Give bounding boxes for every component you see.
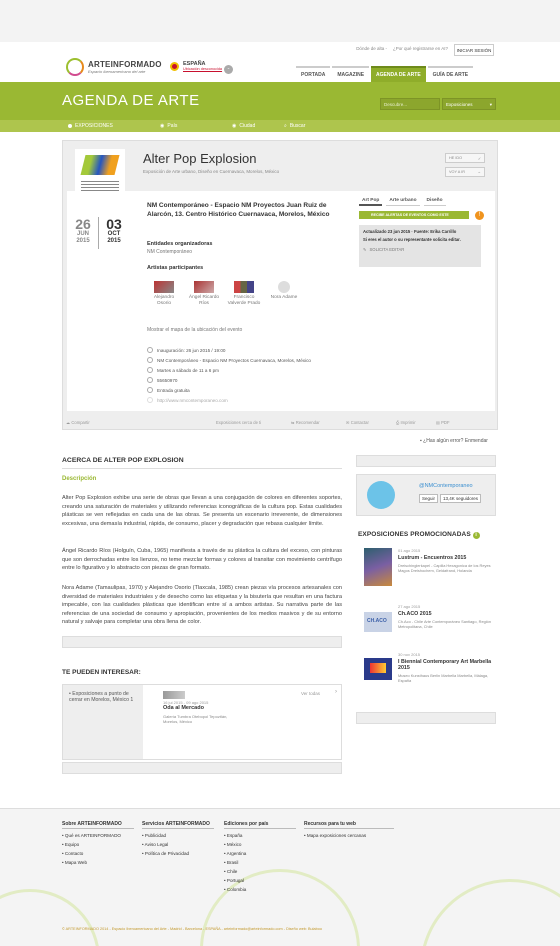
footer-col-about xyxy=(62,821,134,867)
follow-button[interactable]: Seguir xyxy=(419,494,438,503)
sub-nav xyxy=(0,120,560,132)
read-more-bar[interactable] xyxy=(62,636,342,648)
been-label: HE IDO xyxy=(449,156,463,160)
footer-heading: Sobre ARTEINFORMADO xyxy=(62,821,134,829)
footer-link-label: Política de Privacidad xyxy=(144,851,190,856)
util-link-why[interactable]: ¿Por qué registrarse en AI? xyxy=(392,46,448,51)
promo-title: I Biennial Contemporary Art Marbella 2015 xyxy=(398,659,492,671)
recommend-icon: ⇆ xyxy=(291,420,296,425)
search-scope-select[interactable] xyxy=(442,98,496,110)
bullet-icon: • xyxy=(69,691,73,697)
request-edit-link[interactable] xyxy=(363,247,477,253)
country-selector[interactable] xyxy=(170,61,222,71)
artist-name: Francisco Valverde Prado xyxy=(227,295,261,306)
recommend-bar xyxy=(62,762,342,774)
artist-thumb xyxy=(194,281,214,293)
promo-item[interactable] xyxy=(364,604,494,644)
event-title: Alter Pop Explosion xyxy=(143,151,257,166)
footer-link-label: México xyxy=(226,842,242,847)
event-details xyxy=(67,191,495,411)
footer-link[interactable]: • México xyxy=(224,842,242,847)
footer-col-editions xyxy=(224,821,296,894)
location-unknown-link[interactable]: Ubicación desconocida xyxy=(183,67,223,71)
info-web[interactable] xyxy=(147,395,311,405)
venue-address[interactable]: NM Contemporáneo - Espacio NM Proyectos Juan Ruiz de Alarcón, 13. Centro Histórico Cuernavaca, Morelos, México xyxy=(147,202,330,218)
mail-icon: ✉ xyxy=(346,420,351,425)
about-heading: ACERCA DE ALTER POP EXPLOSION xyxy=(62,457,184,464)
action-label: Recomendar xyxy=(295,420,320,425)
chevron-down-icon: ▾ xyxy=(489,102,492,107)
footer-link[interactable]: • Equipo xyxy=(62,842,80,847)
event-dates xyxy=(71,217,126,249)
bullet-icon xyxy=(68,124,72,128)
info-icon[interactable]: ! xyxy=(475,211,484,220)
arrow-icon: → xyxy=(477,170,481,174)
promo-heading xyxy=(358,531,480,539)
country-name: ESPAÑA xyxy=(183,61,206,67)
logo-icon xyxy=(66,58,84,76)
artist-item[interactable] xyxy=(227,281,261,306)
pencil-icon: ✎ xyxy=(363,247,367,252)
footer-heading: Servicios ARTEINFORMADO xyxy=(142,821,214,829)
organizers-heading: Entidades organizadoras xyxy=(147,241,213,247)
country-toggle-button[interactable]: - xyxy=(224,65,233,74)
artist-thumb xyxy=(234,281,254,293)
edit-label: SOLICITA EDITAR xyxy=(369,247,405,252)
footer-link[interactable]: • Colombia xyxy=(224,887,247,892)
phone-icon xyxy=(147,377,153,383)
footer-link-label: Qué es ARTEINFORMADO xyxy=(64,833,121,838)
clock-icon xyxy=(147,347,153,353)
footer-link[interactable]: • Portugal xyxy=(224,878,245,883)
user-placeholder-icon xyxy=(278,281,290,293)
logo-name: ARTEINFORMADO xyxy=(88,60,162,69)
logo-tagline: Espacio iberoamericano del arte xyxy=(88,69,146,74)
footer-link-label: Equipo xyxy=(64,842,80,847)
util-links xyxy=(356,46,448,51)
promo-item[interactable] xyxy=(364,548,494,588)
info-hours xyxy=(147,365,311,375)
update-box xyxy=(359,225,481,267)
nav-magazine[interactable]: MAGAZINE xyxy=(332,66,369,82)
share-icon: ☁ xyxy=(66,420,72,425)
footer-col-services xyxy=(142,821,214,858)
artist-thumb xyxy=(154,281,174,293)
util-link-signup[interactable]: Dónde de alta - xyxy=(356,46,387,51)
decorative-swirl xyxy=(420,879,560,946)
spain-flag-icon xyxy=(170,62,179,71)
footer-link-label: Chile xyxy=(226,869,238,874)
ticket-icon xyxy=(147,387,153,393)
footer-link-label: Contacto xyxy=(64,851,84,856)
subnav-label: País xyxy=(167,123,178,129)
pdf-icon: ▤ xyxy=(436,420,442,425)
tag-diseno[interactable]: Diseño xyxy=(424,197,446,206)
promo-date: 27 ago 2015 xyxy=(398,604,421,609)
pin-icon: ◉ xyxy=(160,123,165,129)
recommend-box xyxy=(62,684,342,760)
event-actions xyxy=(66,420,492,425)
action-label: Imprimir xyxy=(400,420,416,425)
info-text: Entrada gratuita xyxy=(157,387,190,393)
recommend-item[interactable] xyxy=(163,691,303,724)
will-go-label: VOY A IR xyxy=(449,170,465,174)
recommend-heading: TE PUEDEN INTERESAR: xyxy=(62,669,141,676)
footer-link-label: Brasil xyxy=(226,860,239,865)
check-icon: ✓ xyxy=(477,156,481,161)
info-price xyxy=(147,385,311,395)
promo-title: EXPOSICIONES PROMOCIONADAS xyxy=(358,531,471,538)
info-icon: i xyxy=(473,532,480,539)
subnav-label: Ciudad xyxy=(239,123,256,129)
footer-link[interactable]: • Publicidad xyxy=(142,833,167,838)
comment-icon: ▪ xyxy=(420,438,424,444)
calendar-icon xyxy=(147,367,153,373)
footer-link-label: Mapa Web xyxy=(64,860,88,865)
sidebar-bar xyxy=(356,712,496,724)
recommend-button[interactable] xyxy=(291,420,346,425)
footer-link-label: Argentina xyxy=(226,851,247,856)
recommend-item-label: Exposiciones a punto de cerrar en Morelos, México 1 xyxy=(69,691,134,703)
tag-art-pop[interactable]: Art Pop xyxy=(359,197,382,206)
artist-name: Ángel Ricardo Ríos xyxy=(188,295,220,306)
footer-link[interactable]: • Argentina xyxy=(224,851,247,856)
twitter-handle[interactable]: @NMContemporaneo xyxy=(419,483,473,489)
error-text: ¿Has algún error? Enmendar xyxy=(423,438,488,444)
print-button[interactable] xyxy=(396,420,436,425)
start-day: 26 xyxy=(75,216,91,232)
end-day: 03 xyxy=(106,216,122,232)
footer-link[interactable]: • Aviso Legal xyxy=(142,842,169,847)
action-label: Compartir xyxy=(71,420,90,425)
artist-name: Nora Adame xyxy=(270,295,298,300)
show-map-link[interactable]: Mostrar el mapa de la ubicación del evento xyxy=(147,327,243,333)
been-button[interactable] xyxy=(445,153,485,163)
subnav-pais[interactable] xyxy=(160,123,177,129)
section-header xyxy=(0,82,560,120)
subnav-exposiciones[interactable] xyxy=(68,123,113,129)
start-date xyxy=(71,217,95,249)
promo-location: Ch.Aco - Chile Arte Contemporáneo Santiago, Región Metropolitana, Chile xyxy=(398,619,491,629)
sidebar-bar xyxy=(356,455,496,467)
description-heading: Descripción xyxy=(62,476,97,482)
footer-link-label: Aviso Legal xyxy=(144,842,169,847)
event-info xyxy=(147,345,311,405)
end-date xyxy=(102,217,126,249)
artist-item[interactable] xyxy=(187,281,221,306)
subnav-label: EXPOSICIONES xyxy=(75,123,113,129)
alerts-button[interactable]: RECIBE ALERTAS DE EVENTOS COMO ESTE xyxy=(359,211,469,219)
start-year: 2015 xyxy=(76,238,90,244)
will-go-button[interactable] xyxy=(445,167,485,177)
nav-agenda[interactable]: AGENDA DE ARTE xyxy=(371,66,426,82)
info-text: NM Contemporáneo - Espacio NM Proyectos Cuernavaca, Morelos, México xyxy=(157,357,311,363)
artist-item[interactable] xyxy=(267,281,301,306)
footer-link[interactable]: • España xyxy=(224,833,243,838)
start-month: JUN xyxy=(76,231,89,237)
tag-arte-urbano[interactable]: Arte urbano xyxy=(386,197,419,206)
promo-image xyxy=(364,548,392,586)
footer-col-resources xyxy=(304,821,394,840)
subnav-buscar[interactable] xyxy=(284,123,305,129)
recommend-thumb xyxy=(163,691,185,699)
twitter-follow xyxy=(419,494,481,503)
copyright: © ARTEINFORMADO 2014 - Espacio Iberoamericano del Arte - Madrid - Barcelona - ESPAÑA - arteinformado@arteinformado.com - Diseño web: Bulaboo xyxy=(62,927,322,931)
footer-link-label: Portugal xyxy=(226,878,245,883)
globe-icon xyxy=(147,397,153,403)
recommend-date: 16 jul 2015 - 09 ago 2015 xyxy=(163,700,209,705)
footer-link[interactable]: • Mapa exposiciones cercanas xyxy=(304,833,367,838)
promo-title: Ch.ACO 2015 xyxy=(398,611,432,617)
share-button[interactable] xyxy=(66,420,216,425)
footer xyxy=(0,808,560,946)
footer-link-label: Publicidad xyxy=(144,833,167,838)
search-scope-label: Exposiciones xyxy=(446,102,473,107)
footer-link-label: España xyxy=(226,833,243,838)
chevron-right-icon[interactable]: › xyxy=(335,689,337,695)
event-poster[interactable] xyxy=(75,149,125,195)
search-input[interactable]: Descubre... xyxy=(380,98,440,110)
nav-guia[interactable]: GUÍA DE ARTE xyxy=(428,66,473,82)
footer-heading: Recursos para tu web xyxy=(304,821,394,829)
info-text: Inauguración: 26 jun 2015 / 19:00 xyxy=(157,347,226,353)
recommend-item-list[interactable] xyxy=(63,685,143,759)
footer-link-label: Mapa exposiciones cercanas xyxy=(306,833,367,838)
subnav-ciudad[interactable] xyxy=(232,123,255,129)
action-label: Contactar xyxy=(350,420,369,425)
end-month: OCT xyxy=(107,231,121,237)
promo-item[interactable] xyxy=(364,652,494,692)
divider xyxy=(62,468,342,469)
search-icon: ⌕ xyxy=(284,123,287,129)
organizer-link[interactable]: NM Contemporáneo xyxy=(147,249,193,255)
owner-text: Si eres el autor o su representante solicita editar. xyxy=(363,237,461,242)
footer-link[interactable]: • Política de Privacidad xyxy=(142,851,190,856)
description-p3: Nora Adame (Tamaulipas, 1970) y Alejandro Osorio (Tlaxcala, 1985) crean piezas vía procesos artesanales con diversidad de materiales industriales y de desecho como las etiquetas y la bisutería que resultan en una factura impecable, con las cualidades plásticas que identifican entre sí a ambos artistas. Su narrativa parte de las referencias de una sociedad de consumo y apropiación, provenientes de los medios masivos y de su entorno natural y salvaje para completar una obra llena de color. xyxy=(62,585,342,625)
follower-count: 13,4K seguidores xyxy=(440,494,481,503)
footer-link[interactable]: • Contacto xyxy=(62,851,84,856)
description-p2: Ángel Ricardo Ríos (Holguín, Cuba, 1965) manifiesta a través de su plástica la cultura del exceso, con pinturas que son derrochadas entre los lienzos, no teme mezclar formas y colores al transitar con movimiento centrífugo entre lo figurativo y lo abstracto con piezas de gran formato. xyxy=(62,548,342,571)
poster-artwork xyxy=(81,155,120,175)
poster-text xyxy=(81,179,119,191)
promo-title: Lustrum - Encuentros 2015 xyxy=(398,555,467,561)
artist-item[interactable] xyxy=(147,281,181,306)
event-card xyxy=(62,140,498,430)
contact-button[interactable] xyxy=(346,420,396,425)
promo-location: Dreischinglerkapel - Capilla Hexagonica de los Reyes Magos Dreishochem, Geldafrand, Holanda xyxy=(398,563,491,573)
updated-text: Actualizado 23 jun 2015 · Fuente: Erika Carrillo xyxy=(363,229,457,234)
login-button[interactable]: INICIAR SESIÓN xyxy=(454,44,494,56)
footer-link-label: Colombia xyxy=(226,887,247,892)
footer-link[interactable]: • Chile xyxy=(224,869,238,874)
promo-date: 30 nov 2015 xyxy=(398,652,421,657)
twitter-widget xyxy=(356,474,496,516)
print-icon: ⎙ xyxy=(396,420,401,425)
recommend-location: Galería Tumbra Otebopol Tepoztlán, Morelos, México xyxy=(163,714,228,724)
pin-icon: ◉ xyxy=(232,123,237,129)
tag-tabs xyxy=(359,197,446,206)
logo[interactable] xyxy=(66,58,162,76)
twitter-bird-icon xyxy=(367,481,395,509)
nearby-button[interactable]: Exposiciones cerca de ti xyxy=(216,420,262,425)
top-background xyxy=(0,0,560,42)
nav-portada[interactable]: PORTADA xyxy=(296,66,330,82)
promo-location: Museo Kunsthaus Berlin Marbella Marbella, Málaga, España xyxy=(398,673,489,683)
subnav-label: Buscar xyxy=(289,123,306,129)
info-text: 55650970 xyxy=(157,377,178,383)
action-label: PDF xyxy=(441,420,450,425)
see-all-link[interactable]: Ver todas xyxy=(301,691,321,696)
footer-heading: Ediciones por país xyxy=(224,821,296,829)
pin-icon xyxy=(147,357,153,363)
footer-link[interactable]: • Qué es ARTEINFORMADO xyxy=(62,833,121,838)
info-phone xyxy=(147,375,311,385)
main-nav xyxy=(296,66,473,82)
promo-image: CH.ACO xyxy=(364,612,392,632)
description-p1: Alter Pop Explosion exhibe una serie de obras que llevan a una conjugación de colores en diferentes soportes, creando una saturación de materiales y utilizando referencias iconográficas de la cultura pop. Estas cualidades plásticas se ven reflejadas en cada una de las obras. Se presenta un escenario irreverente, de dimensiones excesivas, una demasía industrial, rápida, de consumo, placer y degradación que rebasa cualquier límite. xyxy=(62,495,342,527)
report-error-link[interactable] xyxy=(420,438,488,444)
info-text: http://www.nmcontemporaneo.com xyxy=(157,397,228,403)
info-text: Martes a sábado de 11 a 6 pm xyxy=(157,367,219,373)
footer-link[interactable]: • Mapa Web xyxy=(62,860,88,865)
artist-list xyxy=(147,281,301,306)
info-opening xyxy=(147,345,311,355)
recommend-title: Oda al Mercado xyxy=(163,705,204,711)
page-title: AGENDA DE ARTE xyxy=(62,92,200,109)
end-year: 2015 xyxy=(107,238,121,244)
promo-image xyxy=(364,658,392,680)
decorative-swirl xyxy=(0,889,100,946)
footer-link[interactable]: • Brasil xyxy=(224,860,239,865)
date-divider xyxy=(98,217,99,249)
promo-date: 01 ago 2015 xyxy=(398,548,421,553)
event-subtitle: Exposición de Arte urbano, Diseño en Cuernavaca, Morelos, México xyxy=(143,169,280,174)
artists-heading: Artistas participantes xyxy=(147,265,204,271)
pdf-button[interactable] xyxy=(436,420,450,425)
info-venue xyxy=(147,355,311,365)
artist-name: Alejandro Osorio xyxy=(153,295,175,306)
